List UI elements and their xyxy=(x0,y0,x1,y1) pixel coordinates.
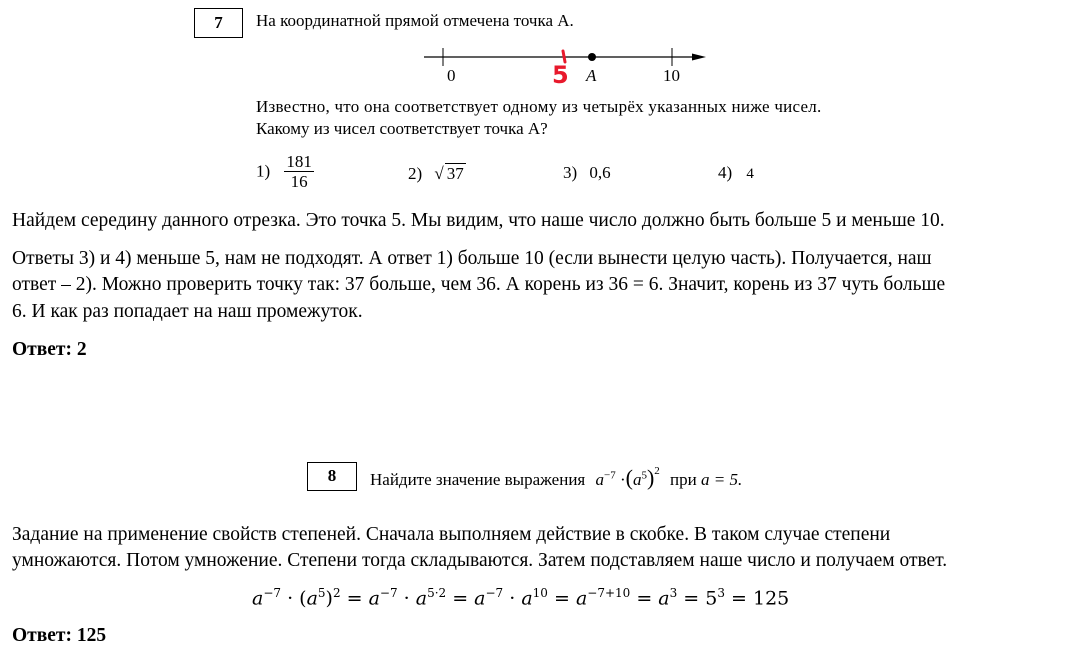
task-title xyxy=(256,11,574,31)
handwritten-label-5: 5 xyxy=(552,61,569,89)
exp: 3 xyxy=(669,586,678,600)
option-2 xyxy=(408,163,466,184)
task-8-suffix: при xyxy=(670,470,697,489)
expr-exponent: 2 xyxy=(654,465,660,478)
expr-exponent: 5 xyxy=(641,469,647,482)
solution-8-line-1: Задание на применение свойств степеней. Сначала выполняем действие в скобке. В таком случае степени xyxy=(12,524,891,545)
option-label: 3) xyxy=(563,163,578,182)
exp: 5·2 xyxy=(427,586,447,600)
option-3 xyxy=(563,163,611,183)
solution-formula: $a^{-7} \cdot (a^5)^2 = a^{-7} \cdot a^{5\cdot 2} = a^{-7} \cdot a^{10} = a^{-7+10} = a^3 = 5^3 = 125$ xyxy=(252,586,790,610)
question-line-1: Известно, что она соответствует одному из четырёх указанных ниже чисел. xyxy=(256,97,822,116)
option-value: 0,6 xyxy=(589,163,611,182)
tick-label-0: 0 xyxy=(447,66,456,85)
expr-dot: · xyxy=(619,470,626,489)
radicand: 37 xyxy=(446,164,464,183)
task-number-box: 7 xyxy=(194,8,243,38)
exp: −7+10 xyxy=(587,586,631,600)
point-a-dot xyxy=(588,53,596,61)
exp: −7 xyxy=(263,586,282,600)
sqrt-icon: √ xyxy=(434,164,444,183)
task-8-prefix: Найдите значение выражения xyxy=(370,470,586,489)
axis-arrow-icon xyxy=(692,54,706,61)
exp: 3 xyxy=(717,586,725,600)
expr-base: a xyxy=(632,470,642,489)
option-label: 4) xyxy=(718,163,733,182)
answer-7: Ответ: 2 xyxy=(12,339,87,360)
result: 125 xyxy=(752,587,790,610)
solution-paragraph-2-line-1: Ответы 3) и 4) меньше 5, нам не подходят. А ответ 1) больше 10 (если вынести целую часть). Получается, наш xyxy=(12,248,932,269)
option-4 xyxy=(718,163,754,183)
task-title-text: На координатной прямой отмечена точка A. xyxy=(256,11,574,30)
option-label: 2) xyxy=(408,164,423,183)
op: ) xyxy=(325,587,333,610)
answer-8: Ответ: 125 xyxy=(12,625,107,646)
op: · ( xyxy=(281,587,307,610)
paren-open: ( xyxy=(625,465,633,490)
numerator: 181 xyxy=(286,152,312,171)
task-8-statement xyxy=(370,465,742,491)
solution-paragraph-1: Найдем середину данного отрезка. Это точка 5. Мы видим, что наше число должно быть больше 5 и меньше 10. xyxy=(12,210,945,231)
fraction xyxy=(284,152,314,191)
solution-paragraph-2-line-3: 6. И как раз попадает на наш промежуток. xyxy=(12,301,363,322)
option-value: 4 xyxy=(746,166,754,182)
option-label: 1) xyxy=(256,161,271,181)
exp: −7 xyxy=(379,586,398,600)
tick-label-10: 10 xyxy=(663,66,680,85)
solution-paragraph-2-line-2: ответ – 2). Можно проверить точку так: 37 больше, чем 36. А корень из 36 = 6. Значит, корень из 37 чуть больше xyxy=(12,274,946,295)
question-line-2: Какому из чисел соответствует точка A? xyxy=(256,119,548,138)
paren-close: ) xyxy=(646,465,655,490)
task-number-box: 8 xyxy=(307,462,357,491)
task-8-condition: a = 5. xyxy=(700,470,743,489)
exp: 2 xyxy=(332,586,341,600)
exp: −7 xyxy=(485,586,504,600)
expr-exponent: −7 xyxy=(603,469,616,482)
exp: 10 xyxy=(532,586,548,600)
exp: 5 xyxy=(317,586,326,600)
option-1 xyxy=(256,152,314,191)
point-a-label: A xyxy=(586,66,597,85)
base: 5 xyxy=(705,587,718,610)
solution-8-line-2: умножаются. Потом умножение. Степени тогда складываются. Затем подставляем наше число и получаем ответ. xyxy=(12,550,948,571)
denominator: 16 xyxy=(290,172,308,191)
expr-base: a xyxy=(595,470,604,489)
